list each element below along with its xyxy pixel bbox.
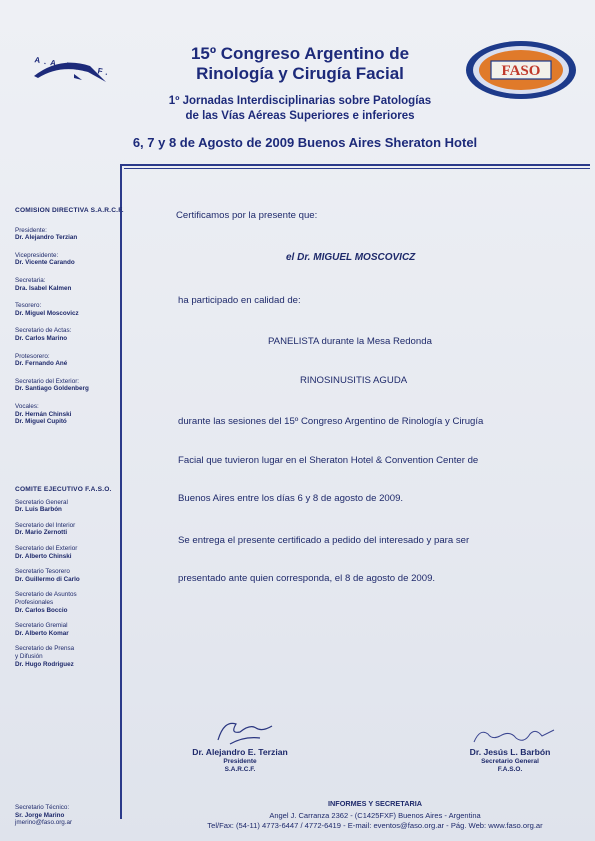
frame-top-line xyxy=(120,164,590,166)
event-date-place: 6, 7 y 8 de Agosto de 2009 Buenos Aires Sheraton Hotel xyxy=(132,135,478,150)
signer-role: Secretario General xyxy=(481,757,539,765)
cert-line-3: Buenos Aires entre los días 6 y 8 de agosto de 2009. xyxy=(178,493,404,504)
cert-topic: RINOSINUSITIS AGUDA xyxy=(300,375,408,386)
member-role: Secretario de Actas: xyxy=(15,327,72,335)
member-block xyxy=(15,227,124,242)
member-email: jmerino@faso.org.ar xyxy=(15,819,73,827)
member-role: Profesionales xyxy=(15,598,54,606)
member-block xyxy=(15,277,124,292)
member-role: y Difusión xyxy=(15,652,43,660)
sidebar-faso xyxy=(15,486,112,668)
cert-intro: Certificamos por la presente que: xyxy=(176,210,318,221)
signature-left-image xyxy=(210,710,280,750)
member-role: Vicepresidente: xyxy=(15,251,59,259)
signer-name: Dr. Alejandro E. Terzian xyxy=(192,747,288,757)
member-role: Secretario Gremial xyxy=(15,622,68,630)
footer-address: Angel J. Carranza 2362 - (C1425FXF) Buenos Aires - Argentina xyxy=(269,811,481,820)
member-role: Secretario General xyxy=(15,498,68,506)
member-role: Secretario de Asuntos xyxy=(15,591,77,599)
faso-logo-text: FASO xyxy=(501,63,541,79)
member-role: Secretaria: xyxy=(15,276,46,284)
member-name: Dr. Vicente Carando xyxy=(15,259,75,267)
member-block xyxy=(15,545,112,560)
member-block xyxy=(15,622,112,637)
member-block xyxy=(15,568,112,583)
member-name: Dr. Carlos Boccio xyxy=(15,606,68,614)
footer-heading: INFORMES Y SECRETARIA xyxy=(327,799,423,808)
member-block xyxy=(15,378,124,393)
member-role: Secretario del Interior xyxy=(15,521,76,529)
signer-org: F.A.S.O. xyxy=(497,765,523,773)
member-block xyxy=(15,353,124,368)
member-name: Dra. Isabel Kalmen xyxy=(15,284,72,292)
subtitle-line-2: de las Vías Aéreas Superiores e inferiores xyxy=(185,110,415,122)
member-name: Dr. Fernando Ané xyxy=(15,360,68,368)
title-line-2: Rinología y Cirugía Facial xyxy=(196,64,404,83)
member-name: Dr. Alejandro Terzian xyxy=(15,234,78,242)
cert-line-2: Facial que tuvieron lugar en el Sheraton Hotel & Convention Center de xyxy=(178,455,479,466)
signer-org: S.A.R.C.F. xyxy=(224,765,256,773)
cert-participation: ha participado en calidad de: xyxy=(178,295,301,306)
member-role: Secretario Tesorero xyxy=(15,568,70,576)
signature-left xyxy=(170,748,310,774)
sidebar-sarcf xyxy=(15,207,124,426)
member-block xyxy=(15,302,124,317)
member-name: Dr. Santiago Goldenberg xyxy=(15,385,89,393)
faso-heading: COMITE EJECUTIVO F.A.S.O. xyxy=(15,486,112,493)
signature-right xyxy=(440,748,580,774)
cert-line-1: durante las sesiones del 15º Congreso Argentino de Rinología y Cirugía xyxy=(178,416,484,427)
footer xyxy=(165,799,585,830)
member-block xyxy=(15,252,124,267)
member-block xyxy=(15,522,112,537)
cert-line-5: presentado ante quien corresponda, el 8 de agosto de 2009. xyxy=(178,573,436,584)
member-block xyxy=(15,591,112,614)
member-role: Secretario del Exterior: xyxy=(15,377,80,385)
member-role: Vocales: xyxy=(15,402,39,410)
member-block xyxy=(15,645,112,668)
member-name: Dr. Alberto Komar xyxy=(15,629,69,637)
sarcf-logo-text: A.A.R.C.F. xyxy=(33,55,113,78)
member-block xyxy=(15,327,124,342)
cert-recipient: el Dr. MIGUEL MOSCOVICZ xyxy=(286,252,416,263)
cert-line-4: Se entrega el presente certificado a pedido del interesado y para ser xyxy=(178,535,470,546)
title-line-1: 15º Congreso Argentino de xyxy=(190,44,410,63)
member-name: Dr. Luis Barbón xyxy=(15,506,62,514)
signer-role: Presidente xyxy=(223,757,257,765)
member-name: Dr. Miguel Cupitó xyxy=(15,418,67,426)
member-name: Dr. Carlos Marino xyxy=(15,334,68,342)
member-block xyxy=(15,403,124,426)
member-name: Sr. Jorge Marino xyxy=(15,811,65,819)
member-name: Dr. Mario Zernotti xyxy=(15,529,68,537)
member-role: Tesorero: xyxy=(15,302,42,310)
frame-top-line-inner xyxy=(124,168,590,169)
member-role: Secretario del Exterior xyxy=(15,544,78,552)
cert-role: PANELISTA durante la Mesa Redonda xyxy=(268,336,432,347)
member-name: Dr. Miguel Moscovicz xyxy=(15,309,79,317)
member-name: Dr. Alberto Chinski xyxy=(15,552,72,560)
subtitle-line-1: 1º Jornadas Interdisciplinarias sobre Patologías xyxy=(168,95,432,107)
sarcf-heading: COMISION DIRECTIVA S.A.R.C.F. xyxy=(15,207,124,214)
faso-logo xyxy=(463,38,579,102)
member-role: Secretario de Prensa xyxy=(15,645,75,653)
member-name: Dr. Hernán Chinski xyxy=(15,410,72,418)
member-role: Presidente: xyxy=(15,226,47,234)
footer-contact: Tel/Fax: (54-11) 4773-6447 / 4772-6419 - E-mail: eventos@faso.org.ar - Pág. Web: www.faso.org.ar xyxy=(207,821,543,830)
member-block xyxy=(15,499,112,514)
member-name: Dr. Guillermo di Carlo xyxy=(15,575,80,583)
member-role: Protesorero: xyxy=(15,352,50,360)
member-name: Dr. Hugo Rodriguez xyxy=(15,660,74,668)
member-role: Secretario Técnico: xyxy=(15,804,70,811)
signer-name: Dr. Jesús L. Barbón xyxy=(469,747,551,757)
sidebar-technical xyxy=(15,804,72,827)
